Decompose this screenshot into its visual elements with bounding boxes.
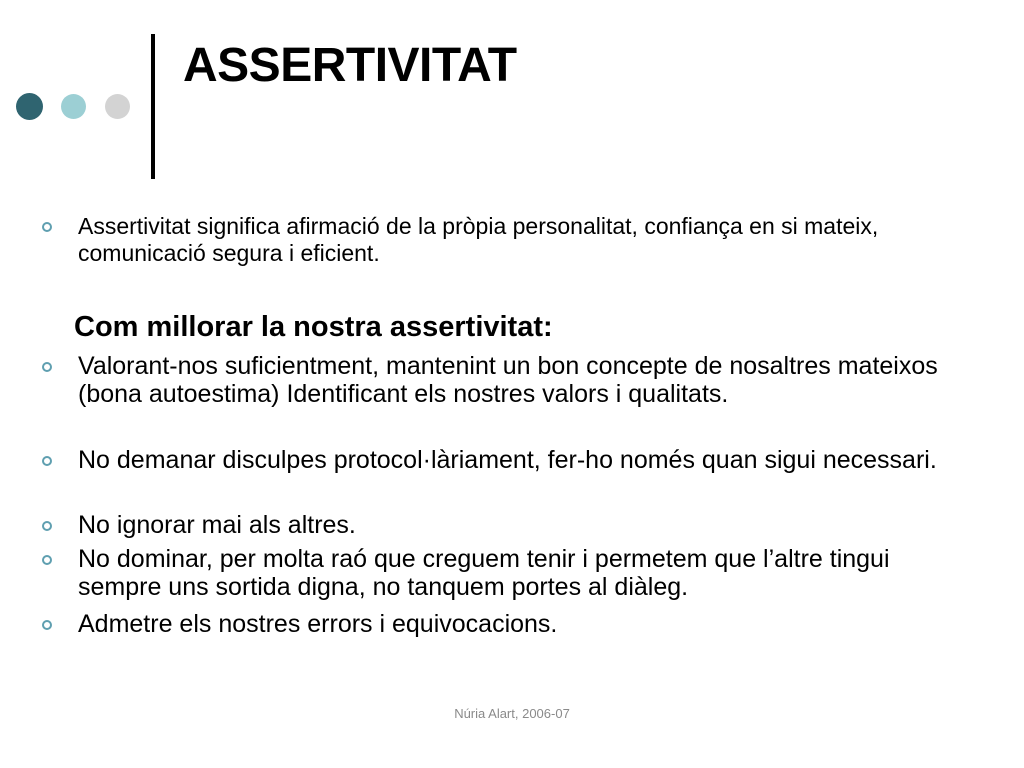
section-subheading: Com millorar la nostra assertivitat: (74, 311, 553, 343)
bullet-text: No demanar disculpes protocol·làriament, fer-ho només quan sigui necessari. (78, 446, 937, 474)
bullet-text: No ignorar mai als altres. (78, 511, 356, 539)
bullet-ring-icon (42, 521, 52, 531)
bullet-ring-icon (42, 555, 52, 565)
slide-footer: Núria Alart, 2006-07 (454, 706, 570, 721)
bullet-text: Valorant-nos suficientment, mantenint un bon concepte de nosaltres mateixos (bona autoestima) Identificant els nostres valors i qualitats. (78, 352, 938, 408)
title-divider-line (151, 34, 155, 179)
bullet-text: Admetre els nostres errors i equivocacions. (78, 610, 558, 638)
slide-title: ASSERTIVITAT (183, 39, 517, 92)
dot-dark-icon (16, 93, 43, 120)
bullet-text: No dominar, per molta raó que creguem tenir i permetem que l’altre tingui sempre uns sortida digna, no tanquem portes al diàleg. (78, 545, 890, 601)
dot-teal-icon (61, 94, 86, 119)
dot-grey-icon (105, 94, 130, 119)
bullet-ring-icon (42, 222, 52, 232)
bullet-ring-icon (42, 620, 52, 630)
intro-text: Assertivitat significa afirmació de la pròpia personalitat, confiança en si mateix, comunicació segura i eficient. (78, 213, 879, 266)
bullet-ring-icon (42, 362, 52, 372)
bullet-ring-icon (42, 456, 52, 466)
